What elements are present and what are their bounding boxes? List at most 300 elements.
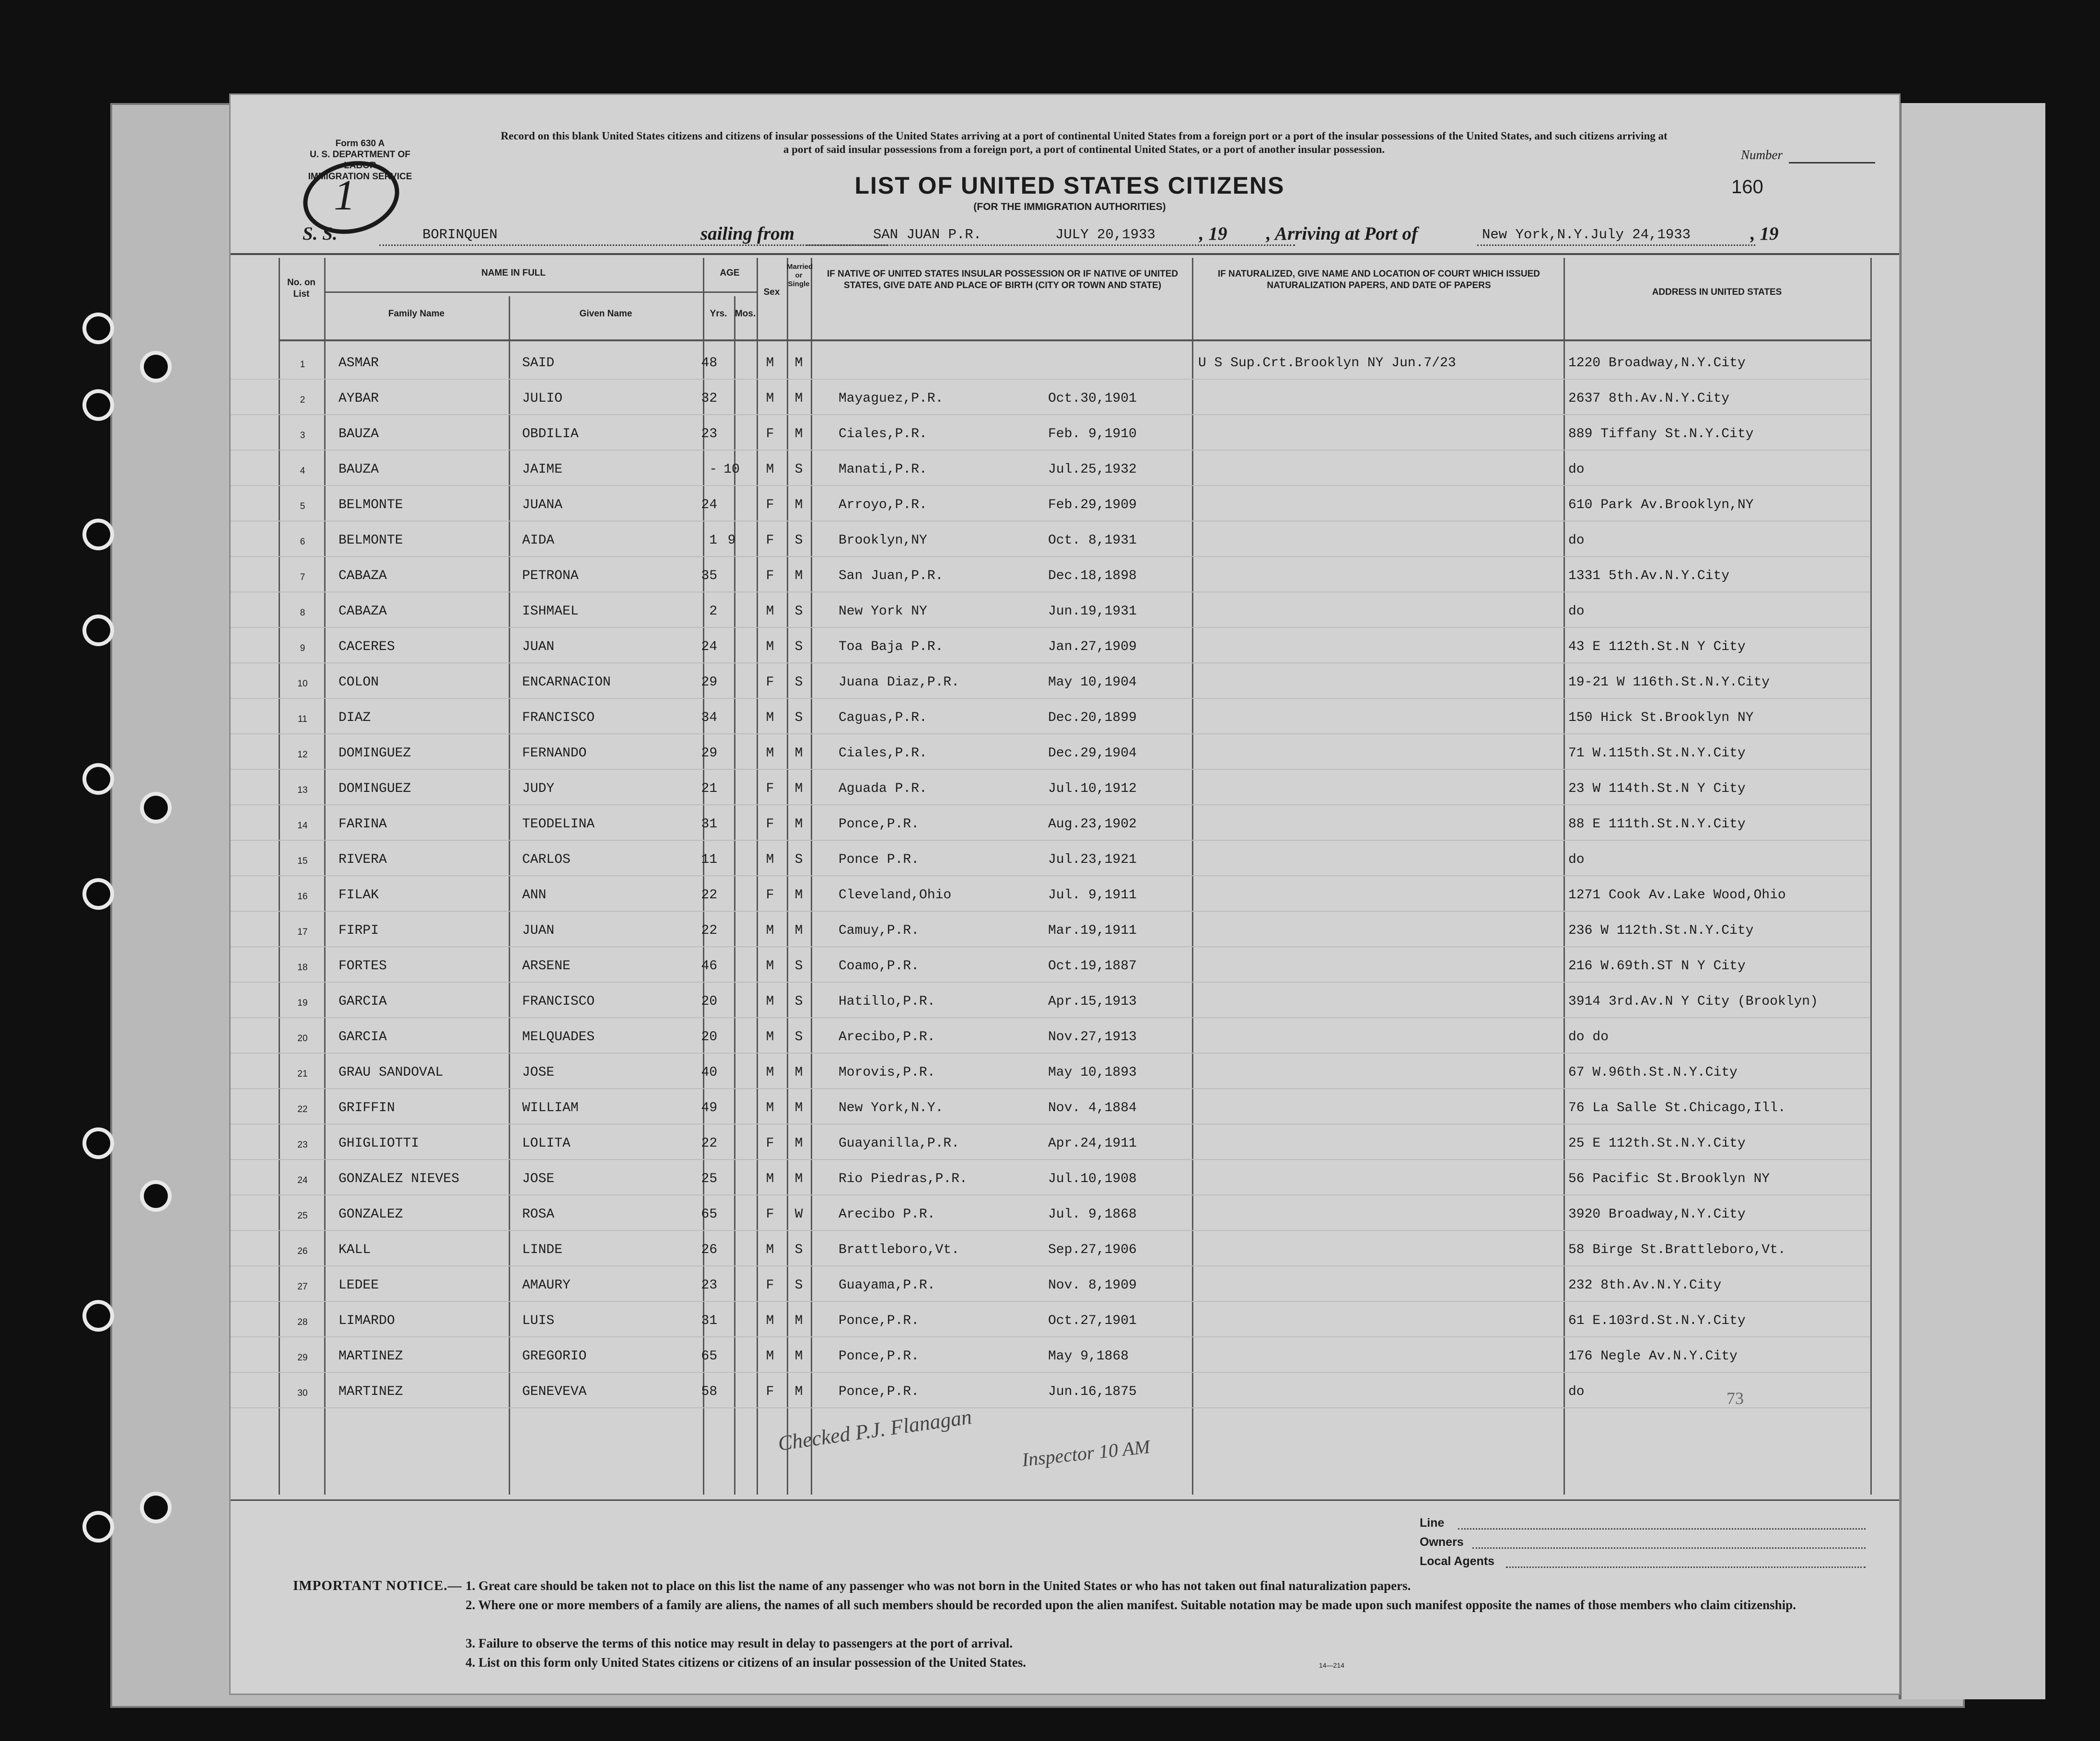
age-years: 22 (701, 888, 717, 903)
age-years: 65 (701, 1207, 717, 1222)
number-label: Number (1741, 148, 1783, 162)
arriving-label: , Arriving at Port of (1266, 223, 1418, 244)
sex: M (766, 1101, 774, 1115)
given-name: ENCARNACION (522, 675, 611, 690)
table-row (231, 699, 1899, 734)
list-number: 16 (297, 892, 308, 902)
family-name: AYBAR (338, 391, 379, 406)
birth-place: Ponce,P.R. (839, 817, 920, 832)
us-address: 236 W 112th.St.N.Y.City (1568, 923, 1754, 938)
table-row (231, 1266, 1899, 1302)
marital-status: M (794, 427, 803, 441)
sex: M (766, 391, 774, 406)
form-number: Form 630 A U. S. DEPARTMENT OF LABOR IMMIGRATION SERVICE (308, 139, 412, 182)
age-years: 49 (701, 1101, 717, 1115)
us-address: 150 Hick St.Brooklyn NY (1568, 710, 1754, 725)
sex: M (766, 923, 774, 938)
given-name: GREGORIO (522, 1349, 587, 1364)
family-name: GHIGLIOTTI (338, 1136, 420, 1151)
birth-date: May 9,1868 (1048, 1349, 1129, 1364)
sex: F (766, 498, 774, 512)
list-number: 3 (300, 430, 305, 441)
birth-place: New York,N.Y. (839, 1101, 944, 1115)
given-name: MELQUADES (522, 1030, 595, 1045)
marital-status: S (794, 1278, 803, 1293)
us-address: 1331 5th.Av.N.Y.City (1568, 569, 1730, 583)
table-row (231, 947, 1899, 983)
birth-date: Oct. 8,1931 (1048, 533, 1137, 548)
binder-hole (86, 767, 110, 791)
table-row (231, 557, 1899, 592)
birth-place: Toa Baja P.R. (839, 639, 944, 654)
us-address: 2637 8th.Av.N.Y.City (1568, 391, 1730, 406)
birth-place: San Juan,P.R. (839, 569, 944, 583)
family-name: FARINA (338, 817, 387, 832)
agents-fill-line (1506, 1567, 1866, 1568)
binder-hole (144, 1184, 168, 1208)
birth-date: Nov. 4,1884 (1048, 1101, 1137, 1115)
marital-status: M (794, 1384, 803, 1399)
birth-place: Ciales,P.R. (839, 427, 927, 441)
age-years: 48 (701, 356, 717, 371)
family-name: BAUZA (338, 462, 379, 477)
header-name-in-full: NAME IN FULL (481, 268, 546, 278)
given-name: GENEVEVA (522, 1384, 587, 1399)
birth-date: Feb. 9,1910 (1048, 427, 1137, 441)
list-number: 21 (297, 1069, 308, 1079)
table-row (231, 1160, 1899, 1195)
given-name: LOLITA (522, 1136, 571, 1151)
given-name: ROSA (522, 1207, 555, 1222)
age-years: 32 (701, 391, 717, 406)
sex: M (766, 604, 774, 619)
sex: M (766, 1313, 774, 1328)
marital-status: M (794, 391, 803, 406)
table-row (231, 983, 1899, 1018)
birth-place: Coamo,P.R. (839, 959, 920, 974)
given-name: FRANCISCO (522, 710, 595, 725)
margin-number: 73 (1727, 1389, 1744, 1408)
family-name: CABAZA (338, 569, 387, 583)
page-title: LIST OF UNITED STATES CITIZENS (854, 172, 1285, 199)
given-name: ARSENE (522, 959, 571, 974)
us-address: do (1568, 604, 1585, 619)
header-address: ADDRESS IN UNITED STATES (1652, 287, 1782, 297)
table-row (231, 1231, 1899, 1266)
age-years: 20 (701, 1030, 717, 1045)
list-number: 20 (297, 1033, 308, 1044)
given-name: JUAN (522, 923, 555, 938)
birth-place: Brattleboro,Vt. (839, 1242, 960, 1257)
birth-place: Caguas,P.R. (839, 710, 927, 725)
age-years: 23 (701, 427, 717, 441)
page-subtitle: (FOR THE IMMIGRATION AUTHORITIES) (973, 201, 1166, 212)
family-name: BAUZA (338, 427, 379, 441)
marital-status: M (794, 781, 803, 796)
binder-hole (86, 618, 110, 642)
ship-name: BORINQUEN (422, 227, 498, 243)
given-name: JAIME (522, 462, 563, 477)
us-address: 232 8th.Av.N.Y.City (1568, 1278, 1722, 1293)
age-years: 65 (701, 1349, 717, 1364)
table-row (231, 628, 1899, 663)
table-row (231, 1125, 1899, 1160)
age-years: 24 (701, 639, 717, 654)
age-years: 31 (701, 817, 717, 832)
birth-date: May 10,1904 (1048, 675, 1137, 690)
age-years: 40 (701, 1065, 717, 1080)
given-name: LUIS (522, 1313, 555, 1328)
binder-hole (86, 522, 110, 546)
birth-place: Ciales,P.R. (839, 746, 927, 761)
us-address: 3914 3rd.Av.N Y City (Brooklyn) (1568, 994, 1818, 1009)
us-address: do (1568, 533, 1585, 548)
given-name: AIDA (522, 533, 555, 548)
table-row (231, 805, 1899, 841)
given-name: WILLIAM (522, 1101, 579, 1115)
age-years: 31 (701, 1313, 717, 1328)
given-name: ISHMAEL (522, 604, 579, 619)
number-underline (1789, 162, 1875, 163)
birth-place: Ponce,P.R. (839, 1349, 920, 1364)
age-years: 22 (701, 1136, 717, 1151)
birth-date: Jun.16,1875 (1048, 1384, 1137, 1399)
marital-status: S (794, 1242, 803, 1257)
header-no-on-list: No. on List (287, 278, 316, 299)
notice-item-2: 2. Where one or more members of a family are aliens, the names of all such members should be recorded upon the alien manifest. Suitable notation may be made upon such manifest opposite the names of those members who claim citizenship. (466, 1598, 1796, 1612)
us-address: 1271 Cook Av.Lake Wood,Ohio (1568, 888, 1786, 903)
sex: F (766, 1278, 774, 1293)
given-name: AMAURY (522, 1278, 571, 1293)
age-years: 1 (709, 533, 717, 548)
list-number: 30 (297, 1388, 308, 1398)
list-number: 12 (297, 750, 308, 760)
sex: M (766, 852, 774, 867)
year-suffix-2: , 19 (1750, 223, 1779, 244)
binder-hole (144, 1496, 168, 1520)
marital-status: S (794, 639, 803, 654)
family-name: KALL (338, 1242, 371, 1257)
family-name: COLON (338, 675, 379, 690)
us-address: 67 W.96th.St.N.Y.City (1568, 1065, 1738, 1080)
binder-hole (86, 882, 110, 906)
list-number: 13 (297, 785, 308, 795)
us-address: 23 W 114th.St.N Y City (1568, 781, 1746, 796)
circled-number: 1 (334, 172, 355, 219)
table-row (231, 1195, 1899, 1231)
birth-place: Arroyo,P.R. (839, 498, 927, 512)
header-birthplace: IF NATIVE OF UNITED STATES INSULAR POSSESSION OR IF NATIVE OF UNITED STATES, GIVE DATE AND PLACE OF BIRTH (CITY OR TOWN AND STATE) (827, 269, 1178, 290)
us-address: 216 W.69th.ST N Y City (1568, 959, 1746, 974)
table-row (231, 1337, 1899, 1373)
sex: M (766, 1065, 774, 1080)
age-years: 25 (701, 1172, 717, 1186)
us-address: do (1568, 1384, 1585, 1399)
age-years: 24 (701, 498, 717, 512)
us-address: 3920 Broadway,N.Y.City (1568, 1207, 1746, 1222)
marital-status: M (794, 1172, 803, 1186)
list-number: 27 (297, 1282, 308, 1292)
family-name: GARCIA (338, 994, 387, 1009)
header-naturalized: IF NATURALIZED, GIVE NAME AND LOCATION OF COURT WHICH ISSUED NATURALIZATION PAPERS, AND DATE OF PAPERS (1217, 269, 1540, 290)
ss-label: S. S. (303, 223, 338, 244)
age-years: 29 (701, 675, 717, 690)
birth-date: Apr.15,1913 (1048, 994, 1137, 1009)
table-row (231, 1054, 1899, 1089)
inspector-title: Inspector 10 AM (1021, 1436, 1151, 1471)
arrival-fill-line (1477, 244, 1755, 246)
binder-right-sheet (1899, 103, 2045, 1699)
birth-date: May 10,1893 (1048, 1065, 1137, 1080)
birth-place: Juana Diaz,P.R. (839, 675, 960, 690)
list-number: 19 (297, 998, 308, 1008)
notice-heading: IMPORTANT NOTICE.— (293, 1578, 462, 1593)
marital-status: M (794, 746, 803, 761)
notice-item-1: 1. Great care should be taken not to place on this list the name of any passenger who was not born in the United States or who has not taken out final naturalization papers. (466, 1579, 1411, 1593)
age-years: 46 (701, 959, 717, 974)
family-name: CABAZA (338, 604, 387, 619)
age-months: 10 (723, 462, 740, 477)
family-name: MARTINEZ (338, 1384, 403, 1399)
marital-status: M (794, 1101, 803, 1115)
given-name: PETRONA (522, 569, 579, 583)
number-value: 160 (1731, 176, 1763, 197)
sex: F (766, 1207, 774, 1222)
family-name: DIAZ (338, 710, 371, 725)
sex: M (766, 1172, 774, 1186)
us-address: 58 Birge St.Brattleboro,Vt. (1568, 1242, 1786, 1257)
list-number: 25 (297, 1211, 308, 1221)
sex: M (766, 1242, 774, 1257)
binder-hole (86, 1515, 110, 1539)
marital-status: M (794, 498, 803, 512)
family-name: BELMONTE (338, 498, 403, 512)
marital-status: S (794, 710, 803, 725)
marital-status: M (794, 1313, 803, 1328)
marital-status: W (794, 1207, 803, 1222)
list-number: 15 (297, 856, 308, 866)
birth-date: Feb.29,1909 (1048, 498, 1137, 512)
binder-hole (86, 1131, 110, 1155)
family-name: DOMINGUEZ (338, 746, 411, 761)
family-name: FIRPI (338, 923, 379, 938)
given-name: SAID (522, 356, 555, 371)
given-name: JOSE (522, 1065, 555, 1080)
table-row (231, 663, 1899, 699)
table-row (231, 380, 1899, 415)
inspector-signature: Checked P.J. Flanagan (776, 1404, 973, 1456)
sex: F (766, 533, 774, 548)
form-code: 14—214 (1319, 1661, 1344, 1669)
age-years: 34 (701, 710, 717, 725)
list-number: 11 (298, 714, 307, 724)
list-number: 9 (300, 643, 305, 653)
marital-status: S (794, 959, 803, 974)
us-address: 76 La Salle St.Chicago,Ill. (1568, 1101, 1786, 1115)
table-row (231, 734, 1899, 770)
marital-status: S (794, 852, 803, 867)
us-address: 1220 Broadway,N.Y.City (1568, 356, 1746, 371)
list-number: 2 (300, 395, 305, 405)
family-name: BELMONTE (338, 533, 403, 548)
given-name: JUANA (522, 498, 563, 512)
list-number: 1 (300, 360, 305, 370)
us-address: 43 E 112th.St.N Y City (1568, 639, 1746, 654)
us-address: 71 W.115th.St.N.Y.City (1568, 746, 1746, 761)
sex: F (766, 1384, 774, 1399)
header-divider (324, 291, 703, 293)
sex: M (766, 746, 774, 761)
header-married-single: Married or Single (787, 263, 813, 288)
given-name: FRANCISCO (522, 994, 595, 1009)
given-name: FERNANDO (522, 746, 587, 761)
given-name: CARLOS (522, 852, 571, 867)
table-row (231, 486, 1899, 522)
table-row (231, 451, 1899, 486)
marital-status: M (794, 923, 803, 938)
marital-status: M (794, 1136, 803, 1151)
table-row (231, 522, 1899, 557)
table-row (231, 912, 1899, 947)
birth-place: Camuy,P.R. (839, 923, 920, 938)
departure-date: JULY 20,1933 (1055, 227, 1155, 243)
header-bottom-rule (279, 339, 1870, 341)
birth-date: Jul. 9,1911 (1048, 888, 1137, 903)
sex: F (766, 781, 774, 796)
marital-status: M (794, 569, 803, 583)
birth-date: Nov.27,1913 (1048, 1030, 1137, 1045)
list-number: 5 (300, 501, 305, 511)
binder-hole (86, 316, 110, 340)
us-address: do do (1568, 1030, 1609, 1045)
marital-status: M (794, 817, 803, 832)
list-number: 8 (300, 608, 305, 618)
sex: F (766, 817, 774, 832)
header-divider (703, 291, 757, 293)
notice-item-4: 4. List on this form only United States citizens or citizens of an insular possession of the United States. (466, 1655, 1027, 1670)
age-years: 2 (709, 604, 717, 619)
birth-place: Hatillo,P.R. (839, 994, 935, 1009)
instructions-text: Record on this blank United States citizens and citizens of insular possessions of the United States arriving at a port of continental United States from a foreign port or a port of the insular possessions of the United States, and such citizens arriving at a port of said insular possessions from a foreign port, a port of continental United States, or a port of another insular possession. (501, 130, 1668, 155)
birth-date: Apr.24,1911 (1048, 1136, 1137, 1151)
sex: F (766, 1136, 774, 1151)
age-years: 35 (701, 569, 717, 583)
birth-place: Manati,P.R. (839, 462, 927, 477)
birth-date: Mar.19,1911 (1048, 923, 1137, 938)
birth-date: Jul.10,1908 (1048, 1172, 1137, 1186)
list-number: 23 (297, 1140, 308, 1150)
header-sex: Sex (763, 287, 780, 297)
list-number: 6 (300, 537, 305, 547)
family-name: ASMAR (338, 356, 379, 371)
birth-date: Jul. 9,1868 (1048, 1207, 1137, 1222)
table-row (231, 1018, 1899, 1054)
port-fill-line (806, 244, 1295, 246)
list-number: 29 (297, 1353, 308, 1363)
table-row (231, 1373, 1899, 1408)
us-address: do (1568, 852, 1585, 867)
birth-date: Nov. 8,1909 (1048, 1278, 1137, 1293)
us-address: 56 Pacific St.Brooklyn NY (1568, 1172, 1770, 1186)
sex: M (766, 639, 774, 654)
family-name: MARTINEZ (338, 1349, 403, 1364)
family-name: DOMINGUEZ (338, 781, 411, 796)
list-number: 24 (297, 1175, 308, 1185)
line-fill-line (1458, 1528, 1866, 1530)
line-label: Line (1420, 1516, 1445, 1530)
birth-place: Brooklyn,NY (839, 533, 927, 548)
birth-date: Dec.20,1899 (1048, 710, 1137, 725)
birth-date: Oct.27,1901 (1048, 1313, 1137, 1328)
us-address: 88 E 111th.St.N.Y.City (1568, 817, 1746, 832)
age-years: 22 (701, 923, 717, 938)
given-name: JOSE (522, 1172, 555, 1186)
list-number: 26 (297, 1246, 308, 1256)
age-years: 29 (701, 746, 717, 761)
us-address: 889 Tiffany St.N.Y.City (1568, 427, 1754, 441)
sex: M (766, 1030, 774, 1045)
sailing-from-label: sailing from (700, 223, 795, 244)
given-name: JUAN (522, 639, 555, 654)
list-number: 4 (300, 466, 305, 476)
age-years: - (709, 462, 717, 477)
us-address: 176 Negle Av.N.Y.City (1568, 1349, 1738, 1364)
sex: M (766, 462, 774, 477)
birth-date: Dec.18,1898 (1048, 569, 1137, 583)
family-name: GRAU SANDOVAL (338, 1065, 443, 1080)
sex: M (766, 994, 774, 1009)
sex: F (766, 888, 774, 903)
family-name: CACERES (338, 639, 395, 654)
marital-status: S (794, 994, 803, 1009)
age-years: 23 (701, 1278, 717, 1293)
table-row (231, 415, 1899, 451)
birth-place: Cleveland,Ohio (839, 888, 952, 903)
birth-date: Oct.19,1887 (1048, 959, 1137, 974)
age-years: 11 (701, 852, 717, 867)
family-name: LIMARDO (338, 1313, 395, 1328)
us-address: 610 Park Av.Brooklyn,NY (1568, 498, 1754, 512)
list-number: 28 (297, 1317, 308, 1327)
us-address: 25 E 112th.St.N.Y.City (1568, 1136, 1746, 1151)
year-suffix-1: , 19 (1199, 223, 1227, 244)
header-mos: Mos. (735, 309, 756, 319)
header-family-name: Family Name (388, 309, 445, 319)
us-address: 61 E.103rd.St.N.Y.City (1568, 1313, 1746, 1328)
marital-status: M (794, 356, 803, 371)
binder-hole (86, 393, 110, 417)
header-given-name: Given Name (579, 309, 632, 319)
table-row (231, 876, 1899, 912)
birth-place: Ponce,P.R. (839, 1384, 920, 1399)
header-top-rule (231, 253, 1899, 255)
sex: F (766, 675, 774, 690)
birth-place: Mayaguez,P.R. (839, 391, 944, 406)
marital-status: S (794, 1030, 803, 1045)
birth-place: Guayanilla,P.R. (839, 1136, 960, 1151)
marital-status: S (794, 462, 803, 477)
sex: M (766, 710, 774, 725)
marital-status: M (794, 888, 803, 903)
marital-status: M (794, 1349, 803, 1364)
manifest-page (229, 93, 1901, 1695)
header-age: AGE (720, 268, 740, 278)
binder-hole (144, 355, 168, 379)
naturalization-court: U S Sup.Crt.Brooklyn NY Jun.7/23 (1198, 356, 1456, 371)
birth-date: Jul.23,1921 (1048, 852, 1137, 867)
sex: F (766, 569, 774, 583)
birth-place: Guayama,P.R. (839, 1278, 935, 1293)
